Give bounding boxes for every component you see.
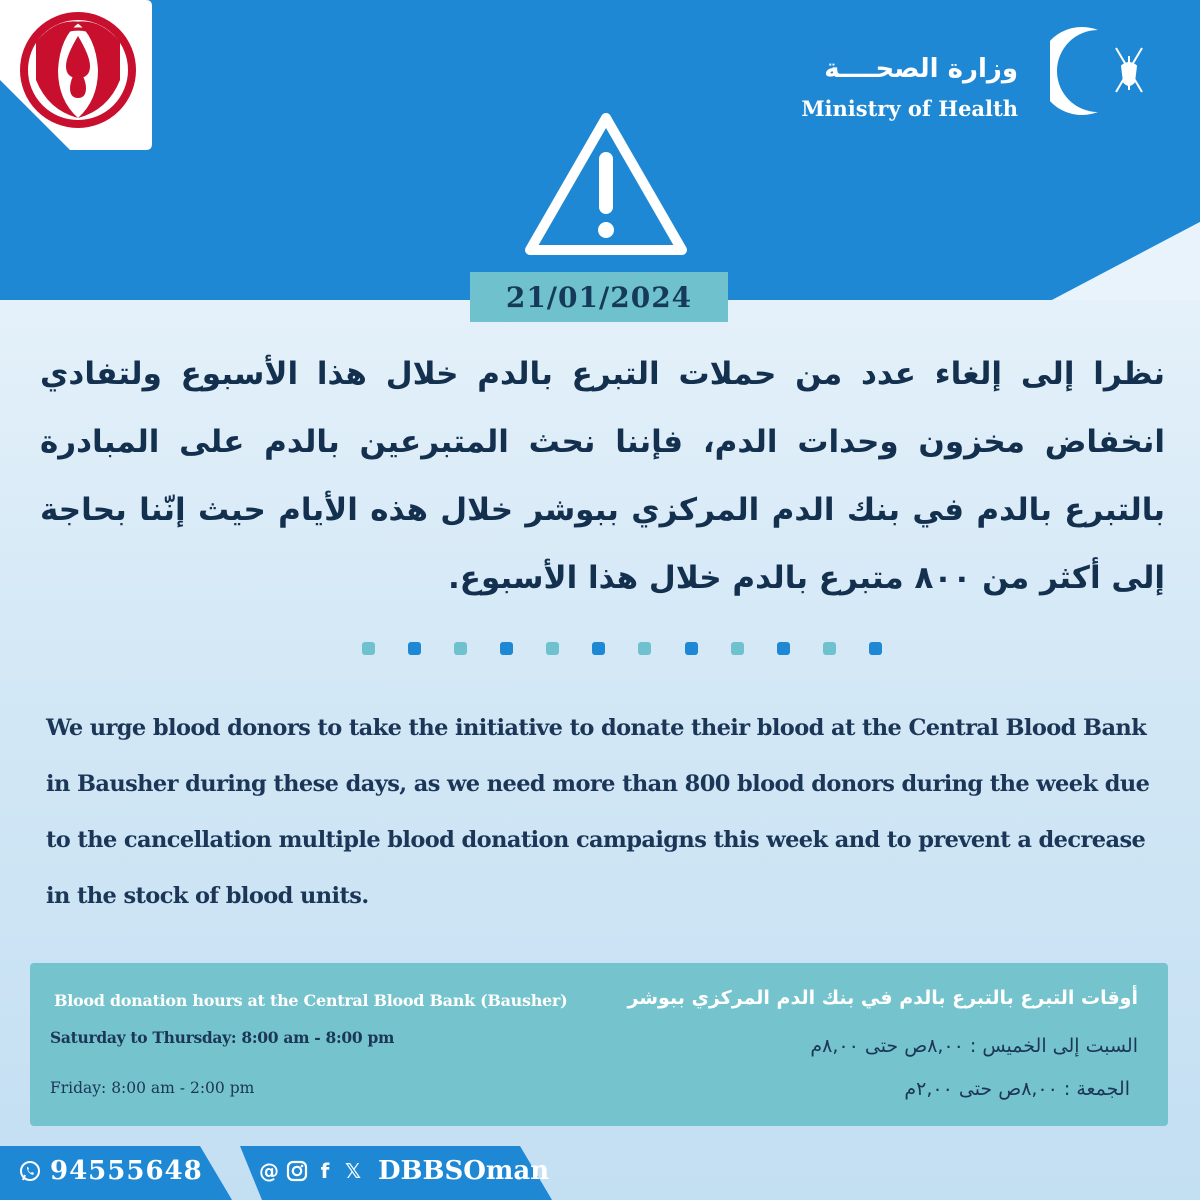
x-twitter-icon[interactable]: 𝕏 xyxy=(344,1159,362,1183)
divider-dot xyxy=(592,642,605,655)
divider-dot xyxy=(731,642,744,655)
hours-title-arabic: أوقات التبرع بالتبرع بالدم في بنك الدم المركزي ببوشر xyxy=(627,987,1138,1009)
hours-friday-english: Friday: 8:00 am - 2:00 pm xyxy=(50,1079,255,1097)
divider-dot xyxy=(454,642,467,655)
social-links xyxy=(258,1156,549,1186)
footer-bar xyxy=(0,1146,1200,1200)
threads-icon[interactable]: @ xyxy=(259,1159,279,1183)
social-handle[interactable]: DBBSOman xyxy=(378,1156,550,1186)
oman-emblem-icon xyxy=(1050,26,1160,116)
warning-triangle-icon xyxy=(522,110,690,258)
phone-contact[interactable] xyxy=(18,1156,203,1186)
dot-divider xyxy=(362,642,882,658)
divider-dot xyxy=(546,642,559,655)
date-text: 21/01/2024 xyxy=(505,280,693,314)
ministry-name-arabic: وزارة الصحــــة xyxy=(824,54,1018,84)
blood-bank-logo xyxy=(0,0,152,150)
phone-number: 94555648 xyxy=(50,1156,203,1186)
divider-dot xyxy=(408,642,421,655)
arabic-message: نظرا إلى إلغاء عدد من حملات التبرع بالدم خلال هذا الأسبوع ولتفادي انخفاض مخزون وحدات الدم، فإننا نحث المتبرعين بالدم على المبادرة بالتبرع بالدم في بنك الدم المركزي ببوشر خلال هذه الأيام حيث إنّنا بحاجة إلى أكثر من ٨٠٠ متبرع بالدم خلال هذا الأسبوع. xyxy=(40,356,1165,596)
divider-dot xyxy=(638,642,651,655)
hours-weekdays-arabic: السبت إلى الخميس : ٨,٠٠ص حتى ٨,٠٠م xyxy=(810,1035,1138,1057)
donation-hours-panel xyxy=(30,963,1168,1126)
instagram-icon[interactable] xyxy=(286,1160,308,1182)
date-badge xyxy=(470,272,728,322)
divider-dot xyxy=(869,642,882,655)
divider-dot xyxy=(500,642,513,655)
english-message: We urge blood donors to take the initiative to donate their blood at the Central Blood Bank in Bausher during these days, as we need more than 800 blood donors during the week due to the cancellation multiple blood donation campaigns this week and to prevent a decrease in the stock of blood units. xyxy=(46,715,1150,909)
whatsapp-icon xyxy=(18,1159,42,1183)
hours-weekdays-english: Saturday to Thursday: 8:00 am - 8:00 pm xyxy=(50,1028,395,1047)
hours-friday-arabic: الجمعة : ٨,٠٠ص حتى ٢,٠٠م xyxy=(904,1078,1130,1100)
facebook-icon[interactable]: f xyxy=(320,1159,330,1183)
hours-title-english: Blood donation hours at the Central Blood Bank (Bausher) xyxy=(54,991,568,1010)
divider-dot xyxy=(823,642,836,655)
divider-dot xyxy=(362,642,375,655)
ministry-name-english: Ministry of Health xyxy=(801,96,1018,121)
divider-dot xyxy=(777,642,790,655)
ministry-of-health-logo xyxy=(801,26,1160,121)
divider-dot xyxy=(685,642,698,655)
